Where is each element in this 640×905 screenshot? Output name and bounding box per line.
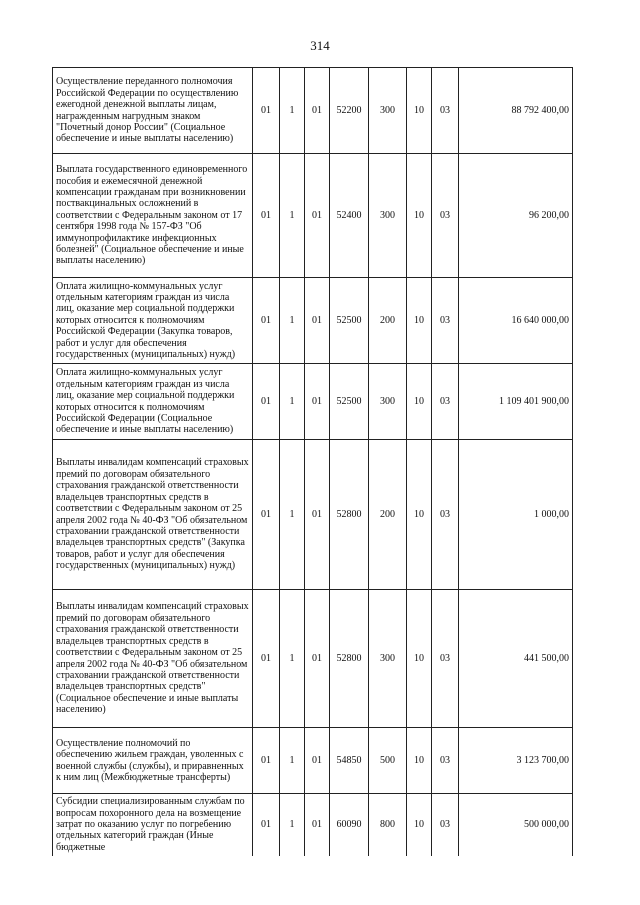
code-chapter: 10 xyxy=(407,68,432,154)
code-program: 1 xyxy=(280,440,305,590)
code-chapter: 10 xyxy=(407,364,432,440)
code-program: 1 xyxy=(280,728,305,794)
row-description: Осуществление полномочий по обеспечению жильем граждан, уволенных с военной службы (службы), и приравненных к ним лиц (Межбюджетные трансферты) xyxy=(53,728,253,794)
code-subsection: 03 xyxy=(432,154,459,278)
code-subsection: 03 xyxy=(432,68,459,154)
code-direction: 52500 xyxy=(330,278,369,364)
code-subsection: 03 xyxy=(432,278,459,364)
code-chapter: 10 xyxy=(407,590,432,728)
code-expense-type: 500 xyxy=(369,728,407,794)
code-program: 1 xyxy=(280,68,305,154)
code-program: 1 xyxy=(280,278,305,364)
code-chapter: 10 xyxy=(407,154,432,278)
code-direction: 52800 xyxy=(330,590,369,728)
row-description: Выплаты инвалидам компенсаций страховых премий по договорам обязательного страхования гражданской ответственности владельцев транспортных средств в соответствии с Федеральным законом от 25 апреля 2002 года № 40-ФЗ "Об обязательном страховании гражданской ответственности владельцев транспортных средств" (Социальное обеспечение и иные выплаты населению) xyxy=(53,590,253,728)
table-row xyxy=(53,440,573,590)
code-expense-type: 800 xyxy=(369,794,407,856)
code-direction: 52400 xyxy=(330,154,369,278)
table-row xyxy=(53,590,573,728)
code-subsection: 03 xyxy=(432,794,459,856)
code-direction: 60090 xyxy=(330,794,369,856)
table-row xyxy=(53,278,573,364)
table-row xyxy=(53,154,573,278)
row-amount: 500 000,00 xyxy=(459,794,573,856)
code-direction: 52800 xyxy=(330,440,369,590)
code-section: 01 xyxy=(253,278,280,364)
code-expense-type: 200 xyxy=(369,440,407,590)
code-subprogram: 01 xyxy=(305,154,330,278)
row-description: Выплата государственного единовременного пособия и ежемесячной денежной компенсации гражданам при возникновении поствакцинальных осложнений в соответствии с Федеральным законом от 17 сентября 1998 года № 157-ФЗ "Об иммунопрофилактике инфекционных болезней" (Социальное обеспечение и иные выплаты населению) xyxy=(53,154,253,278)
code-section: 01 xyxy=(253,728,280,794)
code-section: 01 xyxy=(253,68,280,154)
code-expense-type: 300 xyxy=(369,68,407,154)
table-row xyxy=(53,728,573,794)
code-subprogram: 01 xyxy=(305,68,330,154)
row-description: Оплата жилищно-коммунальных услуг отдельным категориям граждан из числа лиц, оказание мер социальной поддержки которых относится к полномочиям Российской Федерации (Социальное обеспечение и иные выплаты населению) xyxy=(53,364,253,440)
row-amount: 88 792 400,00 xyxy=(459,68,573,154)
table-row xyxy=(53,794,573,856)
row-amount: 1 000,00 xyxy=(459,440,573,590)
code-program: 1 xyxy=(280,590,305,728)
code-section: 01 xyxy=(253,154,280,278)
code-section: 01 xyxy=(253,590,280,728)
code-section: 01 xyxy=(253,364,280,440)
table-row xyxy=(53,364,573,440)
row-description: Осуществление переданного полномочия Российской Федерации по осуществлению ежегодной денежной выплаты лицам, награжденным нагрудным знаком "Почетный донор России" (Социальное обеспечение и иные выплаты населению) xyxy=(53,68,253,154)
code-subsection: 03 xyxy=(432,364,459,440)
code-expense-type: 300 xyxy=(369,590,407,728)
code-direction: 52500 xyxy=(330,364,369,440)
code-chapter: 10 xyxy=(407,728,432,794)
code-program: 1 xyxy=(280,364,305,440)
table-row xyxy=(53,68,573,154)
code-direction: 54850 xyxy=(330,728,369,794)
code-program: 1 xyxy=(280,154,305,278)
budget-table xyxy=(52,67,573,856)
code-direction: 52200 xyxy=(330,68,369,154)
code-subprogram: 01 xyxy=(305,364,330,440)
code-subprogram: 01 xyxy=(305,278,330,364)
code-subprogram: 01 xyxy=(305,728,330,794)
row-description: Оплата жилищно-коммунальных услуг отдельным категориям граждан из числа лиц, оказание мер социальной поддержки которых относится к полномочиям Российской Федерации (Закупка товаров, работ и услуг для обеспечения государственных (муниципальных) нужд) xyxy=(53,278,253,364)
row-description: Выплаты инвалидам компенсаций страховых премий по договорам обязательного страхования гражданской ответственности владельцев транспортных средств в соответствии с Федеральным законом от 25 апреля 2002 года № 40-ФЗ "Об обязательном страховании гражданской ответственности владельцев транспортных средств" (Закупка товаров, работ и услуг для обеспечения государственных (муниципальных) нужд) xyxy=(53,440,253,590)
row-amount: 96 200,00 xyxy=(459,154,573,278)
row-amount: 3 123 700,00 xyxy=(459,728,573,794)
row-amount: 16 640 000,00 xyxy=(459,278,573,364)
code-program: 1 xyxy=(280,794,305,856)
row-amount: 1 109 401 900,00 xyxy=(459,364,573,440)
page-number: 314 xyxy=(310,38,330,53)
code-chapter: 10 xyxy=(407,278,432,364)
code-section: 01 xyxy=(253,440,280,590)
code-subsection: 03 xyxy=(432,590,459,728)
row-amount: 441 500,00 xyxy=(459,590,573,728)
code-subsection: 03 xyxy=(432,728,459,794)
code-expense-type: 300 xyxy=(369,364,407,440)
code-subsection: 03 xyxy=(432,440,459,590)
code-chapter: 10 xyxy=(407,440,432,590)
code-expense-type: 300 xyxy=(369,154,407,278)
code-subprogram: 01 xyxy=(305,590,330,728)
code-section: 01 xyxy=(253,794,280,856)
code-subprogram: 01 xyxy=(305,440,330,590)
row-description: Субсидии специализированным службам по вопросам похоронного дела на возмещение затрат по оказанию услуг по погребению отдельных категорий граждан (Иные бюджетные xyxy=(53,794,253,856)
code-chapter: 10 xyxy=(407,794,432,856)
code-subprogram: 01 xyxy=(305,794,330,856)
code-expense-type: 200 xyxy=(369,278,407,364)
